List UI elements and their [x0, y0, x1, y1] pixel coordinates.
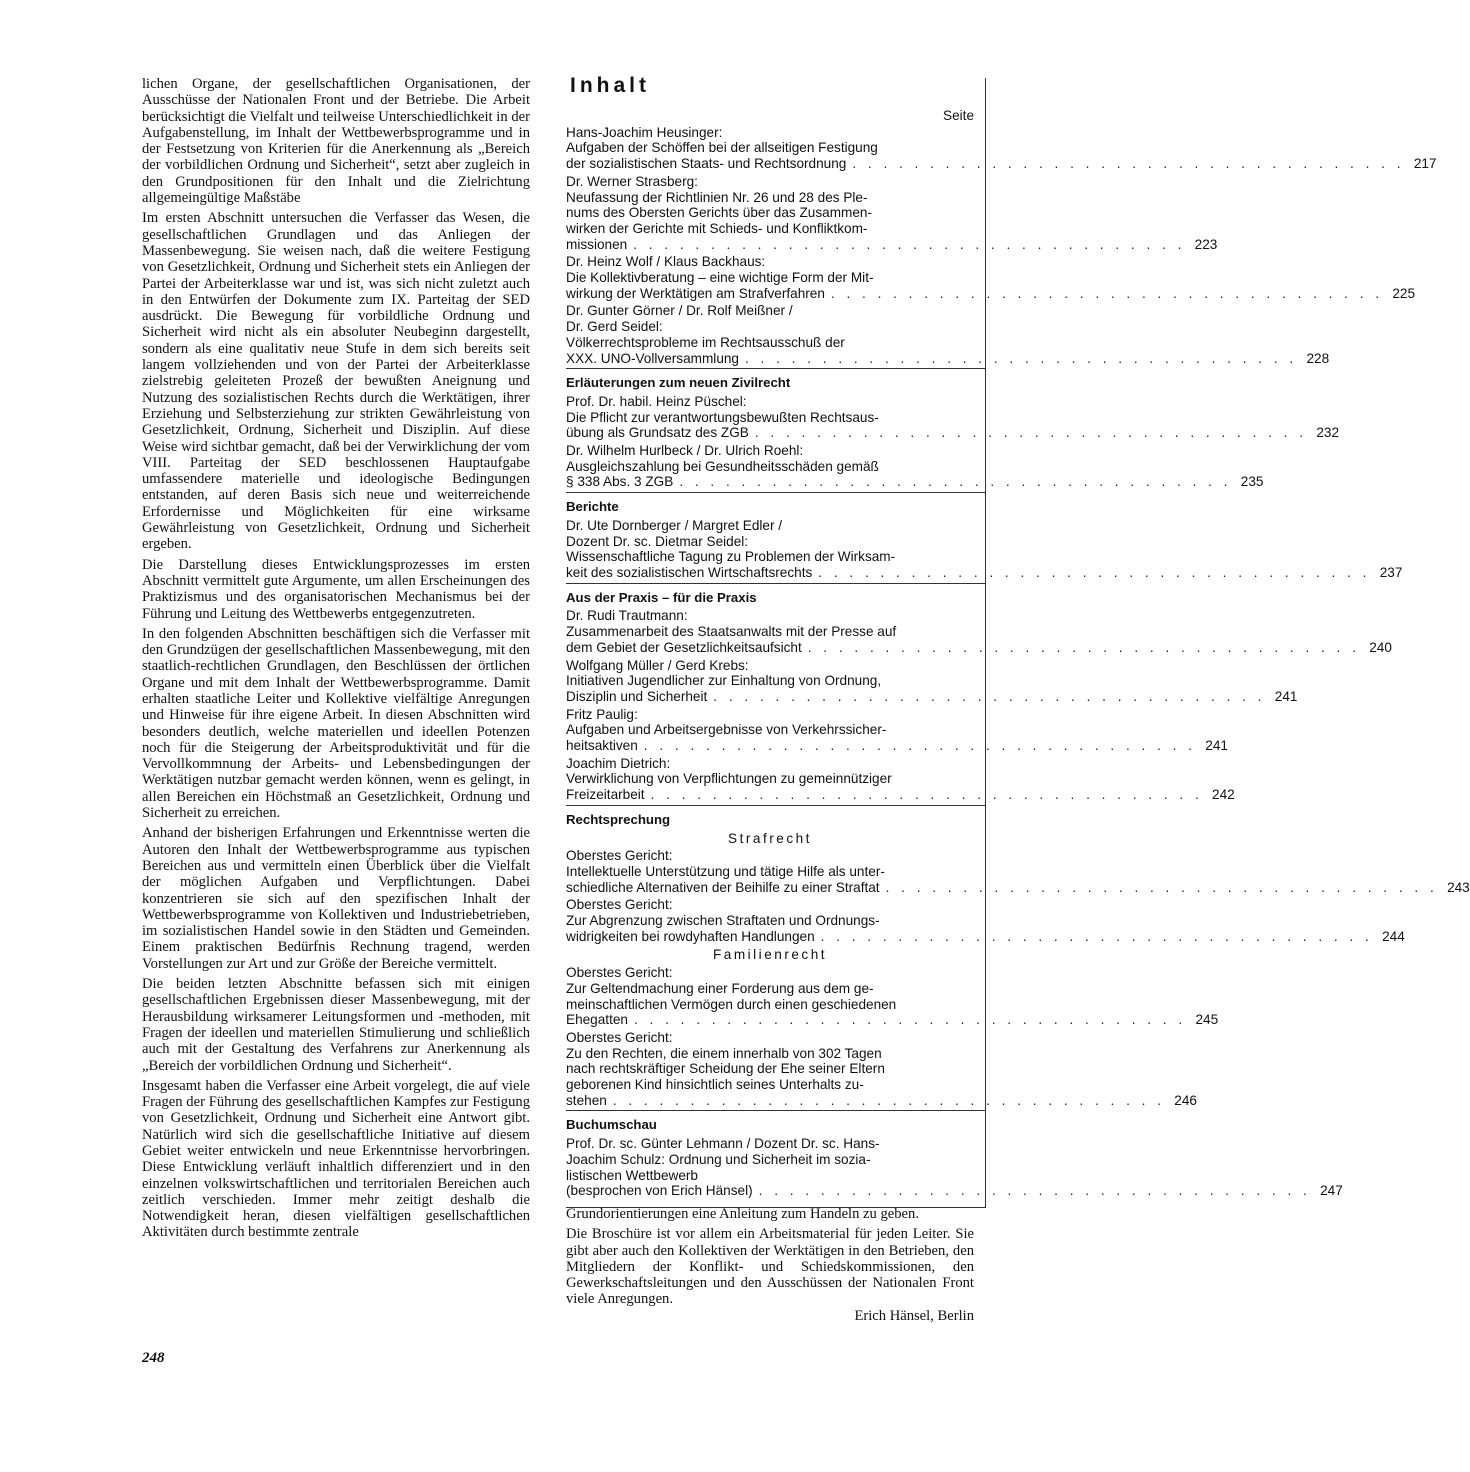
toc-entry-lastline	[566, 285, 1416, 302]
toc-entry-line: heitsaktiven	[566, 738, 638, 754]
leader-dots: . . . . . . . . . . . . . . . . . . . . . . . . . . . . . . . . . . . .	[852, 156, 1405, 172]
toc-entry-line: übung als Grundsatz des ZGB	[566, 425, 749, 441]
toc-entry	[566, 657, 1298, 705]
toc-entry-author: Wolfgang Müller / Gerd Krebs:	[566, 657, 749, 673]
page-column-label: Seite	[943, 108, 974, 123]
separator-rule	[566, 492, 986, 493]
toc-entry	[566, 1136, 1343, 1199]
toc-entry-line: dem Gebiet der Gesetzlichkeitsaufsicht	[566, 639, 802, 655]
paragraph: Insgesamt haben die Verfasser eine Arbeit vorgelegt, die auf viele Fragen der Führung des gesellschaftlichen Kampfes zur Festigung von Gesetzlichkeit, Ordnung und Sicherheit eine Antwort gibt. Natürlich wird sich die gesellschaftliche Initiative auf diesem Gebiet weiter entwickeln und neue Erkenntnisse hervorbringen. Diese Entwicklung verläuft inhaltlich differenziert und in den einzelnen volkswirtschaftlichen und territorialen Bereichen auch zeitlich verschieden. Immer mehr zeitigt deshalb die Notwendigkeit heran, diesen vielfältigen gesellschaftlichen Aktivitäten durch bestimmte zentrale	[142, 1077, 530, 1241]
leader-dots: . . . . . . . . . . . . . . . . . . . . . . . . . . . . . . . . . . . .	[830, 285, 1384, 301]
leader-dots: . . . . . . . . . . . . . . . . . . . . . . . . . . . . . . . . . . . .	[612, 1092, 1165, 1108]
toc-entry-line: widrigkeiten bei rowdyhaften Handlungen	[566, 928, 815, 944]
toc-entry-line: schiedliche Alternativen der Beihilfe zu einer Straftat	[566, 879, 880, 895]
toc-entry-line: Dozent Dr. sc. Dietmar Seidel:	[566, 533, 749, 549]
toc-box	[566, 74, 1470, 1208]
toc-entry-lastline	[566, 564, 1403, 581]
toc-subheading: Strafrecht	[728, 830, 812, 846]
leader-dots: . . . . . . . . . . . . . . . . . . . . . . . . . . . . . . . . . . . .	[885, 879, 1438, 895]
toc-entry	[566, 393, 1340, 441]
toc-entry-lastline	[566, 928, 1405, 945]
toc-entry-author: Dr. Werner Strasberg:	[566, 173, 698, 189]
paragraph: Die beiden letzten Abschnitte befassen sich mit einigen gesellschaftlichen Ergebnissen dieser Massenbewegung, mit der Herausbildung wirksamerer Leitungsformen und -methoden, mit Fragen der ideellen und materiellen Stimulierung und schließlich auch mit der Gestaltung des Verfahrens zur Anerkennung als „Bereich der vorbildlichen Ordnung und Sicherheit“.	[142, 976, 530, 1074]
paragraph: lichen Organe, der gesellschaftlichen Organisationen, der Ausschüsse der Nationalen Front und der Betriebe. Die Arbeit berücksichtigt die Vielfalt und teilweise Unterschiedlichkeit in der Aufgabenstellung, im Inhalt der Wettbewerbsprogramme und in der Festsetzung von Kriterien für die Anerkennung als „Bereich der vorbildlichen Ordnung und Sicherheit“, setzt aber zugleich in den Grundpositionen für den Inhalt und die Zielrichtung allgemeingültige Maßstäbe	[142, 76, 530, 207]
toc-entry-lastline	[566, 639, 1392, 656]
toc-subheading: Familienrecht	[712, 947, 828, 963]
leader-dots: . . . . . . . . . . . . . . . . . . . . . . . . . . . . . . . . . . . .	[754, 425, 1308, 441]
toc-entry-lastline	[566, 688, 1298, 705]
toc-entry-lastline	[566, 425, 1340, 441]
toc-entry-line: Intellektuelle Unterstützung und tätige Hilfe als unter-	[566, 863, 885, 879]
separator-rule	[566, 368, 986, 369]
toc-entry	[566, 755, 1235, 803]
toc-entry-page: 243	[1447, 879, 1470, 895]
toc-entry-line: Zur Geltendmachung einer Forderung aus dem ge-	[566, 980, 874, 996]
review-conclusion	[566, 1206, 974, 1328]
toc-entry-line: Ausgleichszahlung bei Gesundheitsschäden gemäß	[566, 458, 879, 474]
paragraph: Die Darstellung dieses Entwicklungsprozesses im ersten Abschnitt vermittelt gute Argumente, um allen Erscheinungen des Praktizismus und des organisatorischen Mechanismus bei der Führung und Leitung des Wettbewerbs entgegenzutreten.	[142, 556, 530, 622]
paragraph: Anhand der bisherigen Erfahrungen und Erkenntnisse werten die Autoren den Inhalt der Wettbewerbsprogramme aus typischen Bereichen aus und vermitteln einen Überblick über die Vielfalt der möglichen Aufgaben und Verpflichtungen. Dabei konzentrieren sie sich auf den spezifischen Inhalt der Wettbewerbsprogramme von Kollektiven und Industriebetrieben, im sozialistischen Handel sowie in den Städten und Gemeinden. Einem praktischen Bedürfnis Rechnung tragend, werden Vorstellungen zur Art und zur Größe der Bereiche vermittelt.	[142, 825, 530, 972]
toc-entry-line: stehen	[566, 1092, 607, 1108]
toc-entry-line: Neufassung der Richtlinien Nr. 26 und 28 des Ple-	[566, 189, 868, 205]
toc-entry-line: Disziplin und Sicherheit	[566, 688, 708, 704]
toc-entry-author: Hans-Joachim Heusinger:	[566, 124, 723, 140]
toc-entry-line: (besprochen von Erich Hänsel)	[566, 1183, 753, 1199]
toc-section-heading: Berichte	[566, 499, 619, 515]
toc-entry-line: Dr. Gerd Seidel:	[566, 319, 663, 335]
toc-entry-line: listischen Wettbewerb	[566, 1167, 698, 1183]
toc-entry-line: der sozialistischen Staats- und Rechtsordnung	[566, 156, 847, 172]
separator-rule	[566, 583, 986, 584]
toc-entry-lastline	[566, 474, 1264, 490]
leader-dots: . . . . . . . . . . . . . . . . . . . . . . . . . . . . . . . . . . . .	[820, 928, 1373, 944]
toc-entry-line: nach rechtskräftiger Scheidung der Ehe seiner Eltern	[566, 1061, 885, 1077]
paragraph: Im ersten Abschnitt untersuchen die Verfasser das Wesen, die gesellschaftlichen Grundlagen und das Anliegen der Massenbewegung. Sie weisen nach, daß die weitere Festigung von Gesetzlichkeit, Ordnung und Sicherheit stets ein Anliegen der Partei der Arbeiterklasse war und ist, was sich nicht zuletzt auch in den Entwürfen der Dokumente zum IX. Parteitag der SED ausdrückt. Die Bewegung für vorbildliche Ordnung und Sicherheit wird nicht als ein absoluter Neubeginn dargestellt, sondern als eine qualitativ neue Stufe in dem sich bereits seit langem vollziehenden und von der Partei der Arbeiterklasse zielstrebig geleiteten Prozeß der bewußten Aneignung und Nutzung des sozialistischen Rechts durch die Werktätigen, ihrer Erziehung und Selbsterziehung zur strikten Gewährleistung von Gesetzlichkeit, Ordnung, Sicherheit und Disziplin. Auf diese Weise wird sichtbar gemacht, daß bei der Verwirklichung der vom VIII. Parteitag der SED beschlossenen Hauptaufgabe umfassendere materielle und ideologische Bedingungen entstanden, auf deren Basis sich neue und weiterreichende Erfordernisse und Möglichkeiten für eine wirksame Gewährleistung von Gesetzlichkeit, Ordnung und Sicherheit ergeben.	[142, 210, 530, 553]
toc-entry	[566, 124, 1437, 172]
toc-entry-page: 223	[1194, 236, 1218, 252]
toc-entry	[566, 517, 1403, 581]
toc-entry-line: wirken der Gerichte mit Schieds- und Konfliktkom-	[566, 220, 868, 236]
toc-section-heading: Rechtsprechung	[566, 811, 671, 827]
toc-entry-lastline	[566, 1012, 1219, 1028]
toc-entry-line: Zur Abgrenzung zwischen Straftaten und Ordnungs-	[566, 913, 880, 929]
page-number: 248	[142, 1350, 165, 1366]
toc-entry-author: Oberstes Gericht:	[566, 965, 673, 981]
toc-entry-page: 217	[1413, 156, 1437, 172]
toc-entry	[566, 254, 1416, 301]
paragraph-text: Die Broschüre ist vor allem ein Arbeitsmaterial für jeden Leiter. Sie gibt aber auch den Kollektiven der Werktätigen in den Betrieben, den Mitgliedern der Konflikt- und Schiedskommissionen, den Gewerkschaftsleitungen und den Ausschüssen der Nationalen Front viele Anregungen.	[566, 1226, 974, 1308]
separator-rule	[566, 1110, 986, 1111]
toc-entry-lastline	[566, 156, 1437, 172]
toc-entry-line: Freizeitarbeit	[566, 787, 645, 803]
toc-entry-line: keit des sozialistischen Wirtschaftsrechts	[566, 564, 813, 580]
toc-entry	[566, 443, 1264, 490]
table-of-contents	[566, 74, 1470, 1208]
toc-entry-lastline	[566, 1183, 1343, 1199]
leader-dots: . . . . . . . . . . . . . . . . . . . . . . . . . . . . . . . . . . . .	[807, 639, 1360, 655]
paragraph: In den folgenden Abschnitten beschäftigen sich die Verfasser mit den Grundzügen der gesellschaftlichen Massenbewegung, mit den staatlich-rechtlichen Grundlagen, den Beschlüssen der örtlichen Organe und mit dem Inhalt der Wettbewerbsprogramme. Damit erhalten staatliche Leiter und Kollektive vielfältige Anregungen und Hinweise für ihre eigene Arbeit. In diesen Abschnitten wird besonders deutlich, welche materiellen und ideellen Potenzen noch für die Steigerung der Arbeitsproduktivität und für die Vervollkommnung der Arbeits- und Lebensbedingungen der Werktätigen nutzbar gemacht werden können, wenn es gelingt, in allen Bereichen ein Höchstmaß an Gesetzlichkeit, Ordnung und Sicherheit zu erreichen.	[142, 625, 530, 822]
leader-dots: . . . . . . . . . . . . . . . . . . . . . . . . . . . . . . . . . . . .	[818, 564, 1371, 580]
leader-dots: . . . . . . . . . . . . . . . . . . . . . . . . . . . . . . . . . . . .	[745, 350, 1298, 366]
left-text-column	[142, 76, 530, 1245]
toc-entry-page: 244	[1382, 928, 1405, 944]
toc-entry-line: § 338 Abs. 3 ZGB	[566, 474, 674, 490]
toc-entries	[566, 124, 1470, 1199]
toc-section-heading: Erläuterungen zum neuen Zivilrecht	[566, 375, 791, 391]
toc-entry-line: Aufgaben und Arbeitsergebnisse von Verkehrssicher-	[566, 722, 887, 738]
toc-entry	[566, 303, 1330, 366]
paragraph	[566, 1226, 974, 1324]
toc-entry-lastline	[566, 738, 1228, 754]
signature: Erich Hänsel, Berlin	[854, 1307, 974, 1324]
toc-entry-lastline	[566, 350, 1330, 367]
toc-entry	[566, 608, 1392, 655]
leader-dots: . . . . . . . . . . . . . . . . . . . . . . . . . . . . . . . . . . . .	[758, 1183, 1311, 1199]
toc-entry-author: Oberstes Gericht:	[566, 848, 673, 864]
toc-entry	[566, 1029, 1197, 1109]
toc-entry-author: Fritz Paulig:	[566, 706, 638, 722]
leader-dots: . . . . . . . . . . . . . . . . . . . . . . . . . . . . . . . . . . . .	[713, 688, 1266, 704]
leader-dots: . . . . . . . . . . . . . . . . . . . . . . . . . . . . . . . . . . . .	[633, 1012, 1187, 1028]
toc-entry-page: 241	[1205, 738, 1228, 754]
toc-entry-author: Oberstes Gericht:	[566, 1029, 673, 1045]
toc-entry-page: 241	[1274, 688, 1298, 704]
toc-entry-line: wirkung der Werktätigen am Strafverfahren	[566, 285, 825, 301]
toc-entry-lastline	[566, 879, 1470, 896]
leader-dots: . . . . . . . . . . . . . . . . . . . . . . . . . . . . . . . . . . . .	[643, 738, 1196, 754]
toc-entry-line: XXX. UNO-Vollversammlung	[566, 350, 739, 366]
toc-entry-author: Prof. Dr. habil. Heinz Püschel:	[566, 393, 747, 409]
toc-entry-line: Die Pflicht zur verantwortungsbewußten Rechtsaus-	[566, 409, 879, 425]
toc-entry-line: Wissenschaftliche Tagung zu Problemen der Wirksam-	[566, 549, 896, 565]
toc-entry-line: Zusammenarbeit des Staatsanwalts mit der Presse auf	[566, 624, 897, 640]
toc-entry-lastline	[566, 787, 1235, 803]
toc-entry-author: Oberstes Gericht:	[566, 897, 673, 913]
separator-rule	[566, 805, 986, 806]
toc-entry-line: Zu den Rechten, die einem innerhalb von 302 Tagen	[566, 1045, 882, 1061]
toc-entry-page: 235	[1240, 474, 1264, 490]
toc-entry-author: Dr. Rudi Trautmann:	[566, 608, 688, 624]
toc-entry-author: Joachim Dietrich:	[566, 755, 671, 771]
toc-entry-line: Ehegatten	[566, 1012, 628, 1028]
toc-entry-line: missionen	[566, 236, 628, 252]
toc-entry-page: 246	[1174, 1092, 1197, 1108]
toc-entry-line: meinschaftlichen Vermögen durch einen geschiedenen	[566, 996, 897, 1012]
leader-dots: . . . . . . . . . . . . . . . . . . . . . . . . . . . . . . . . . . . .	[679, 474, 1232, 490]
toc-entry-page: 228	[1306, 350, 1330, 366]
toc-entry-line: Völkerrechtsprobleme im Rechtsausschuß der	[566, 334, 845, 350]
toc-entry-page: 242	[1212, 787, 1235, 803]
toc-entry-line: Verwirklichung von Verpflichtungen zu gemeinnütziger	[566, 771, 892, 787]
toc-entry-page: 225	[1392, 285, 1416, 301]
leader-dots: . . . . . . . . . . . . . . . . . . . . . . . . . . . . . . . . . . . .	[633, 236, 1186, 252]
toc-entry-lastline	[566, 236, 1218, 253]
toc-entry	[566, 897, 1405, 944]
toc-entry-line: Aufgaben der Schöffen bei der allseitigen Festigung	[566, 140, 878, 156]
toc-entry-page: 232	[1316, 425, 1340, 441]
toc-entry-page: 247	[1320, 1183, 1343, 1199]
toc-entry-line: Initiativen Jugendlicher zur Einhaltung von Ordnung,	[566, 673, 882, 689]
toc-section-heading: Aus der Praxis – für die Praxis	[566, 589, 757, 605]
toc-entry-page: 237	[1379, 564, 1403, 580]
toc-entry-author: Dr. Heinz Wolf / Klaus Backhaus:	[566, 254, 766, 270]
toc-entry-line: Die Kollektivberatung – eine wichtige Form der Mit-	[566, 270, 874, 286]
toc-title: Inhalt	[570, 74, 650, 97]
toc-entry-line: geborenen Kind hinsichtlich seines Unterhalts zu-	[566, 1077, 864, 1093]
toc-entry-author: Dr. Ute Dornberger / Margret Edler /	[566, 517, 783, 533]
toc-entry	[566, 173, 1218, 253]
toc-entry-line: Prof. Dr. sc. Günter Lehmann / Dozent Dr. sc. Hans-	[566, 1136, 880, 1152]
toc-entry-lastline	[566, 1092, 1197, 1109]
paragraph: Grundorientierungen eine Anleitung zum Handeln zu geben.	[566, 1206, 919, 1222]
toc-entry-page: 245	[1195, 1012, 1219, 1028]
leader-dots: . . . . . . . . . . . . . . . . . . . . . . . . . . . . . . . . . . . .	[650, 787, 1203, 803]
toc-entry-line: nums des Obersten Gerichts über das Zusammen-	[566, 205, 872, 221]
toc-entry	[566, 965, 1219, 1028]
toc-entry-author: Dr. Wilhelm Hurlbeck / Dr. Ulrich Roehl:	[566, 443, 804, 459]
toc-entry	[566, 706, 1228, 754]
toc-entry	[566, 848, 1470, 895]
toc-entry-page: 240	[1369, 639, 1392, 655]
toc-entry-author: Dr. Gunter Görner / Dr. Rolf Meißner /	[566, 303, 793, 319]
toc-section-heading: Buchumschau	[566, 1117, 657, 1133]
toc-entry-line: Joachim Schulz: Ordnung und Sicherheit im sozia-	[566, 1151, 871, 1167]
